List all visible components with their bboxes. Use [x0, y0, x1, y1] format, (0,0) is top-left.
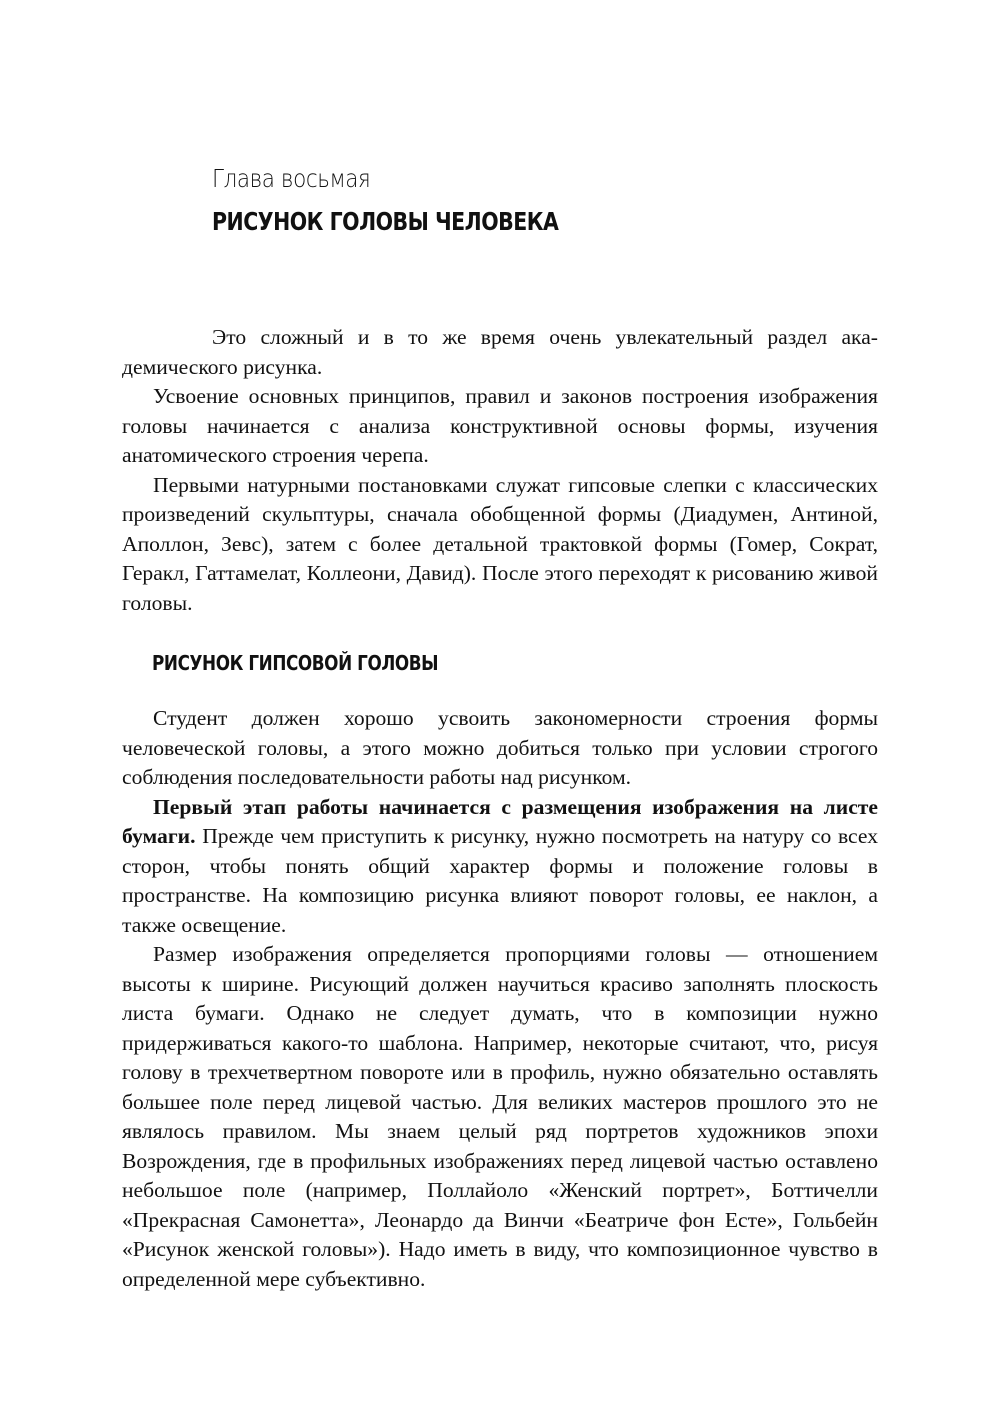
- intro-paragraph-3: Первыми натурными постановками служат гипсовые слепки с классических произведений скульптуры, сначала обобщенной формы (Диадумен, Антиной, Аполлон, Зевс), затем с более детальной трактовкой формы (Гомер, Сократ, Геракл, Гаттамелат, Коллеони, Давид). После этого переходят к рисованию живой головы.: [122, 472, 878, 615]
- section-paragraph-1: Студент должен хорошо усвоить закономерности строения формы человеческой головы, а этого можно добиться только при условии строгого соблюдения последовательности работы над рисунком.: [122, 706, 878, 789]
- section-text: [122, 704, 878, 1294]
- section-paragraph-2: [122, 793, 878, 941]
- section-paragraph-2-lead: Первый этап работы начинается с размещения изображения на листе бумаги.: [122, 794, 878, 848]
- section-paragraph-2-rest: Прежде чем приступить к рисунку, нужно посмотреть на натуру со всех сторон, чтобы понять общий характер формы и положение головы в пространстве. На композицию рисунка влияют поворот головы, ее наклон, а также освещение.: [122, 824, 878, 937]
- section-paragraph-3: Размер изображения определяется пропорциями головы — отношением высоты к ширине. Рисующий должен научиться красиво заполнять плоскость листа бумаги. Однако не следует думать, что в композиции нужно придерживаться какого-то шаблона. Например, некоторые считают, что, рисуя голову в трехчетвертном повороте или в профиль, нужно обязательно оставлять большее поле перед лицевой частью. Для великих мастеров прошлого это не являлось правилом. Мы знаем целый ряд портретов художников эпохи Возрождения, где в профильных изображениях перед лицевой частью оставлено небольшое поле (например, Поллайоло «Женский портрет», Боттичелли «Прекрасная Самонетта», Леонардо да Винчи «Беатриче фон Есте», Гольбейн «Рисунок женской головы»). Надо иметь в виду, что композиционное чувство в определенной мере субъективно.: [122, 942, 878, 1291]
- intro-paragraph-2: Усвоение основных принципов, правил и законов построения изображения головы начинается с анализа конструктивной основы формы, изучения анатомического строения черепа.: [122, 384, 878, 467]
- chapter-title: РИСУНОК ГОЛОВЫ ЧЕЛОВЕКА: [212, 207, 559, 236]
- section-title: РИСУНОК ГИПСОВОЙ ГОЛОВЫ: [152, 651, 439, 675]
- intro-text: [122, 323, 878, 618]
- intro-paragraph-1: Это сложный и в то же время очень увлекательный раздел академического рисунка.: [122, 325, 878, 379]
- chapter-label: Глава восьмая: [212, 164, 371, 193]
